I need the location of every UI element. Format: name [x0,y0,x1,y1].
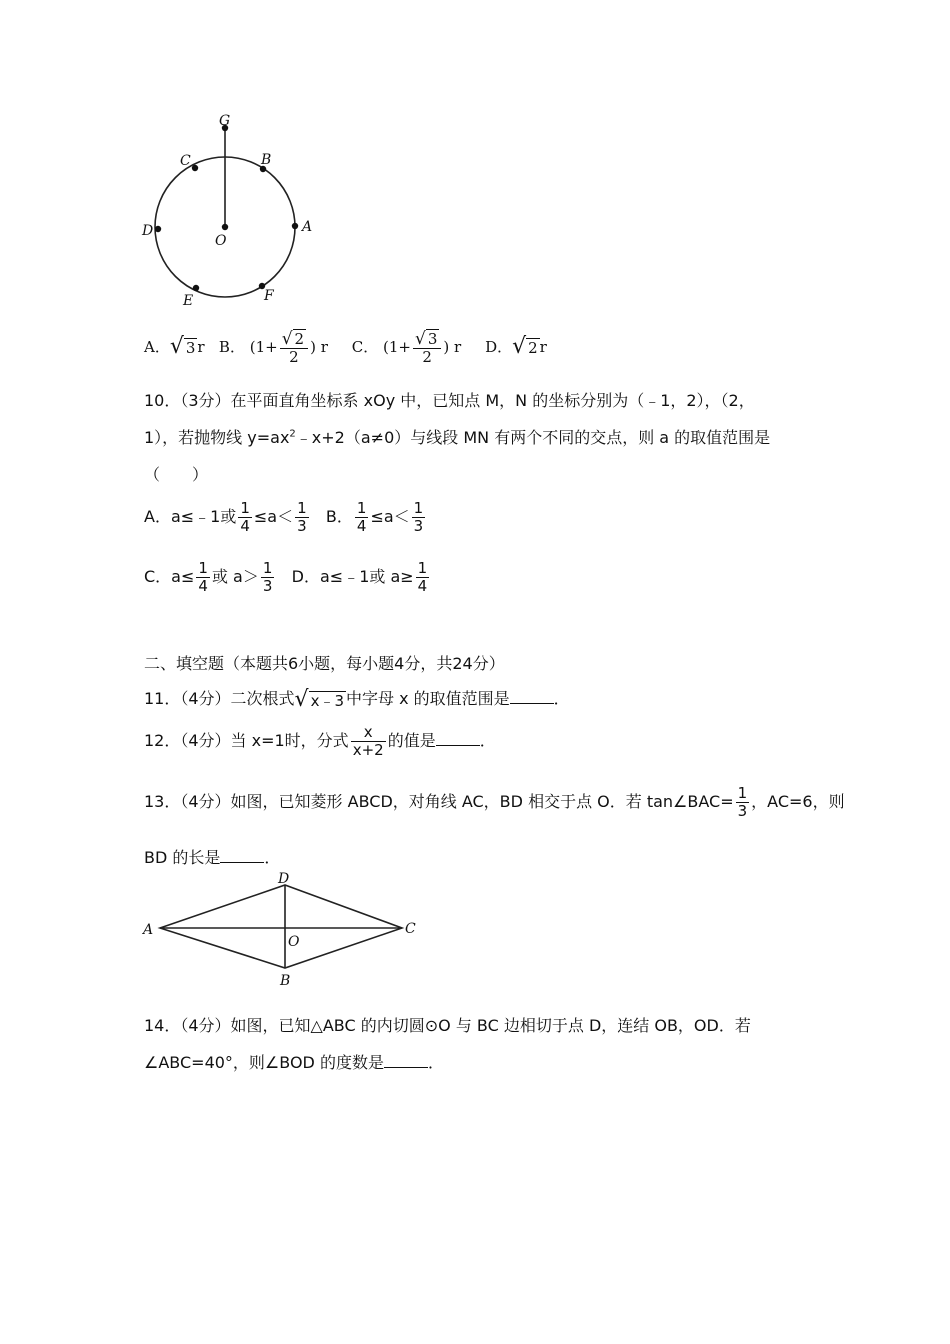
q10-options-cd [144,560,431,595]
q10-line3: （ ） [144,465,209,484]
label-e: E [183,293,194,309]
answer-blank [220,848,264,863]
answer-blank [384,1053,428,1068]
rhombus-figure [140,868,430,993]
label-b: B [280,973,291,989]
label-d: D [278,871,290,887]
q10-option-c: C．a≤ $\frac{1}{4}$ 或 a＞ $\frac{1}{3}$ [144,559,273,595]
point-e [193,285,199,291]
q12: 12．（4分）当 x=1时，分式 $\frac{x}{x+2}$ 的值是 ． [144,723,496,759]
label-g: G [219,113,231,129]
point-c [192,165,198,171]
label-a: A [302,219,313,235]
q10-options-ab [144,500,427,535]
q10-option-b: B． $\frac{1}{4}$ ≤a＜ $\frac{1}{3}$ [325,499,424,535]
fraction: $\frac{x}{x+2}$ [352,723,384,759]
q9-options [144,330,547,366]
point-d [155,226,161,232]
answer-blank [436,731,480,746]
q14-line1: 14．（4分）如图，已知△ABC 的内切圆⊙O 与 BC 边相切于点 D，连结 OB，OD．若 [144,1016,751,1035]
sqrt: √ 3 [169,334,196,360]
fraction: $\frac{1}{3}$ [737,784,748,820]
section-heading: 二、填空题（本题共6小题，每小题4分，共24分） [144,654,505,673]
q13-line1: 13．（4分）如图，已知菱形 ABCD，对角线 AC，BD 相交于点 O．若 tan∠BAC= $\frac{1}{3}$ ，AC=6，则 [144,784,845,820]
point-o [222,224,228,230]
q9-option-c: C． (1+ $\frac{√ 3}{2}$ ) r [351,328,462,366]
q10-line2: 1），若抛物线 $y=ax^2﹣x+2(a\ne 0)$与线段 MN 有两个不同的交点，则 a 的取值范围是 [144,428,771,447]
label-o: O [288,934,300,950]
q13-line2: BD 的长是 ． [144,848,281,867]
q9-option-b: B． (1+ $\frac{√ 2}{2}$ ) r [218,328,328,366]
label-c: C [180,153,191,169]
q10-line1: 10．（3分）在平面直角坐标系 xOy 中，已知点 M，N 的坐标分别为（﹣1，2），（2， [144,391,755,410]
fraction: $\frac{√ 3}{2}$ [413,330,441,366]
q9-option-d: D．√ 2 r [485,334,547,360]
label-c: C [405,921,416,937]
q11: 11．（4分）二次根式√ x﹣3 中字母 x 的取值范围是 ． [144,687,570,712]
fraction: $\frac{√ 2}{2}$ [280,330,308,366]
label-b: B [261,152,272,168]
answer-blank [510,689,554,704]
circle-figure [135,110,325,310]
sqrt: √ 2 [512,334,538,360]
label-f: F [264,288,274,304]
q10-option-d: D．a≤﹣1或 a≥ $\frac{1}{4}$ [291,559,428,595]
sqrt: √ x﹣3 [294,687,344,712]
q10-option-a: A．a≤﹣1或 $\frac{1}{4}$ ≤a＜ $\frac{1}{3}$ [144,499,307,535]
label-o: O [215,233,227,249]
q14-line2: ∠ABC=40°，则∠BOD 的度数是 ． [144,1053,444,1072]
label-d: D [142,223,154,239]
label-a: A [143,922,154,938]
q9-option-a: A．√ 3 r [144,334,205,360]
rhombus [160,885,402,968]
point-a [292,223,298,229]
